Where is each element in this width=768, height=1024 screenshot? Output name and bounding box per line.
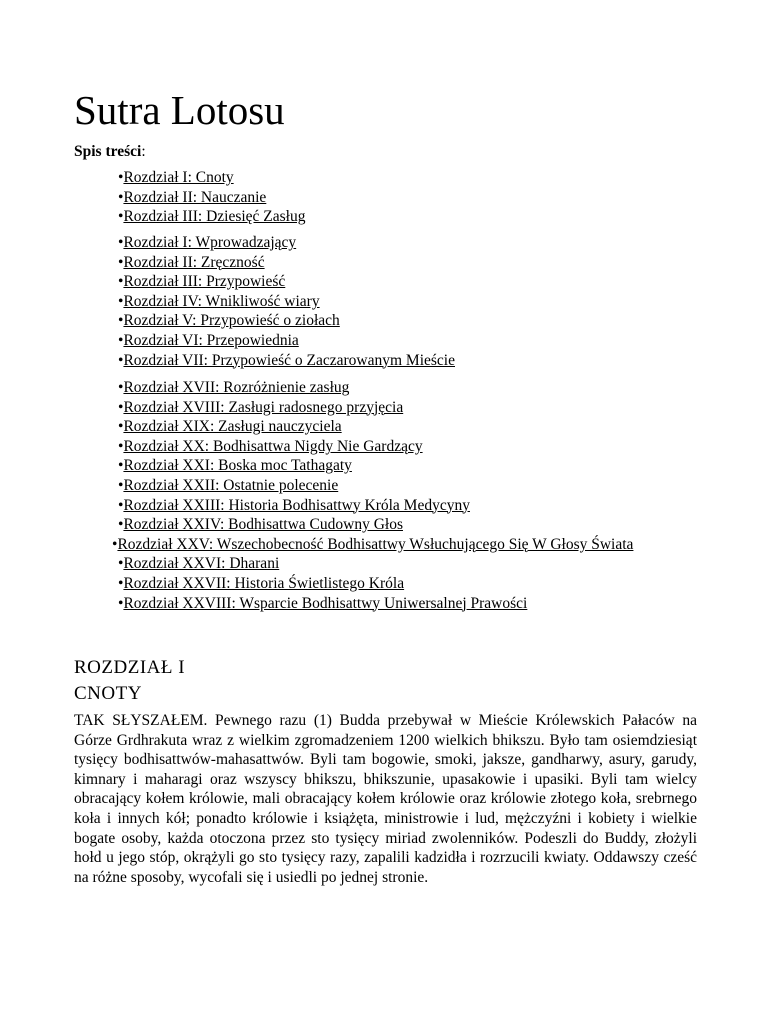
toc-link[interactable]: Rozdział XVII: Rozróżnienie zasług xyxy=(123,379,350,396)
toc-item[interactable]: •Rozdział VI: Przepowiednia xyxy=(118,331,299,349)
toc-label-text: Spis treści xyxy=(74,143,142,160)
toc-link[interactable]: Rozdział XXIV: Bodhisattwa Cudowny Głos xyxy=(123,516,403,534)
toc-item[interactable]: •Rozdział XXVIII: Wsparcie Bodhisattwy Uniwersalnej Prawości xyxy=(118,594,528,612)
toc-link[interactable]: Rozdział XX: Bodhisattwa Nigdy Nie Gardzący xyxy=(123,437,423,455)
toc-link[interactable]: Rozdział XXVII: Historia Świetlistego Króla xyxy=(123,574,405,592)
toc-label xyxy=(74,142,146,162)
toc-link[interactable]: Rozdział XXI: Boska moc Tathagaty xyxy=(123,457,352,475)
toc-link[interactable]: Rozdział V: Przypowieść o ziołach xyxy=(123,312,340,330)
toc-item[interactable]: •Rozdział XX: Bodhisattwa Nigdy Nie Gardzący xyxy=(118,437,423,455)
toc-item[interactable]: •Rozdział II: Zręczność xyxy=(118,253,265,271)
toc-item[interactable]: •Rozdział XXIV: Bodhisattwa Cudowny Głos xyxy=(118,516,403,534)
toc-group-2 xyxy=(118,233,698,370)
toc-item[interactable]: •Rozdział II: Nauczanie xyxy=(118,188,267,206)
toc-item[interactable]: •Rozdział III: Przypowieść xyxy=(118,273,286,291)
toc-link[interactable]: Rozdział II: Zręczność xyxy=(123,253,265,271)
chapter-title: CNOTY xyxy=(74,683,142,704)
toc-item[interactable]: •Rozdział III: Dziesięć Zasług xyxy=(118,208,306,226)
toc-item[interactable]: •Rozdział XXV: Wszechobecność Bodhisattwy Wsłuchującego Się W Głosy Świata xyxy=(112,535,634,553)
toc-link[interactable]: Rozdział XXII: Ostatnie polecenie xyxy=(123,476,339,494)
toc-group-1 xyxy=(118,168,698,227)
toc-link[interactable]: Rozdział III: Dziesięć Zasług xyxy=(123,208,306,226)
toc-item[interactable]: •Rozdział XVIII: Zasługi radosnego przyjęcia xyxy=(118,398,404,416)
toc-link[interactable]: Rozdział III: Przypowieść xyxy=(123,273,286,291)
toc-link[interactable]: Rozdział XXVI: Dharani xyxy=(123,555,280,573)
chapter-paragraph: TAK SŁYSZAŁEM. Pewnego razu (1) Budda przebywał w Mieście Królewskich Pałaców na Górze Grdhrakuta wraz z wielkim zgromadzeniem 1200 wielkich bhikszu. Było tam osiemdziesiąt tysięcy bodhisattwów-mahasattwów. Byli tam bogowie, smoki, jaksze, gandharwy, asury, garudy, kimnary i maharagi oraz wszyscy bhikszu, bhikszunie, upasakowie i upasiki. Byli tam wielcy obracający kołem królowie, mali obracający kołem królowie oraz królowie złotego koła, srebrnego koła i innych kół; ponadto królowie i książęta, ministrowie i lud, mężczyźni i kobiety i wielkie bogate osoby, każda otoczona przez sto tysięcy miriad zwolenników. Podeszli do Buddy, złożyli hołd u jego stóp, okrążyli go sto tysięcy razy, zapalili kadzidła i rozrzucili kwiaty. Oddawszy cześć na różne sposoby, wycofali się i usiedli po jednej stronie. xyxy=(74,712,697,886)
chapter-heading xyxy=(74,655,185,707)
toc-link[interactable]: Rozdział XVIII: Zasługi radosnego przyjęcia xyxy=(123,398,404,416)
document-title: Sutra Lotosu xyxy=(74,87,285,133)
toc-item[interactable]: •Rozdział XXI: Boska moc Tathagaty xyxy=(118,457,352,475)
toc-item[interactable]: •Rozdział XXIII: Historia Bodhisattwy Króla Medycyny xyxy=(118,496,470,514)
toc-item[interactable]: •Rozdział VII: Przypowieść o Zaczarowanym Mieście xyxy=(118,351,455,369)
toc-label-colon: : xyxy=(141,143,146,160)
toc-link[interactable]: Rozdział I: Wprowadzający xyxy=(123,234,297,251)
toc-item[interactable]: •Rozdział XXVII: Historia Świetlistego Króla xyxy=(118,574,405,592)
toc-item[interactable]: •Rozdział XXVI: Dharani xyxy=(118,555,280,573)
toc-link[interactable]: Rozdział XXV: Wszechobecność Bodhisattwy Wsłuchującego Się W Głosy Świata xyxy=(117,535,634,553)
chapter-number: ROZDZIAŁ I xyxy=(74,657,186,678)
toc-item[interactable]: •Rozdział V: Przypowieść o ziołach xyxy=(118,312,340,330)
toc-item[interactable]: •Rozdział I: Cnoty xyxy=(118,169,234,186)
toc-link[interactable]: Rozdział VI: Przepowiednia xyxy=(123,331,299,349)
toc-link[interactable]: Rozdział XXIII: Historia Bodhisattwy Króla Medycyny xyxy=(123,496,470,514)
toc-link[interactable]: Rozdział IV: Wnikliwość wiary xyxy=(123,292,320,310)
toc-item[interactable]: •Rozdział IV: Wnikliwość wiary xyxy=(118,292,320,310)
toc-item[interactable]: •Rozdział XIX: Zasługi nauczyciela xyxy=(118,418,342,436)
toc-link[interactable]: Rozdział I: Cnoty xyxy=(123,169,234,186)
toc-link[interactable]: Rozdział XXVIII: Wsparcie Bodhisattwy Uniwersalnej Prawości xyxy=(123,594,528,612)
toc-link[interactable]: Rozdział XIX: Zasługi nauczyciela xyxy=(123,418,342,436)
toc-item[interactable]: •Rozdział XVII: Rozróżnienie zasług xyxy=(118,379,350,396)
toc-link[interactable]: Rozdział VII: Przypowieść o Zaczarowanym Mieście xyxy=(123,351,455,369)
toc-item[interactable]: •Rozdział XXII: Ostatnie polecenie xyxy=(118,476,339,494)
toc-group-3 xyxy=(112,378,698,613)
toc-link[interactable]: Rozdział II: Nauczanie xyxy=(123,188,267,206)
toc-item[interactable]: •Rozdział I: Wprowadzający xyxy=(118,234,297,251)
